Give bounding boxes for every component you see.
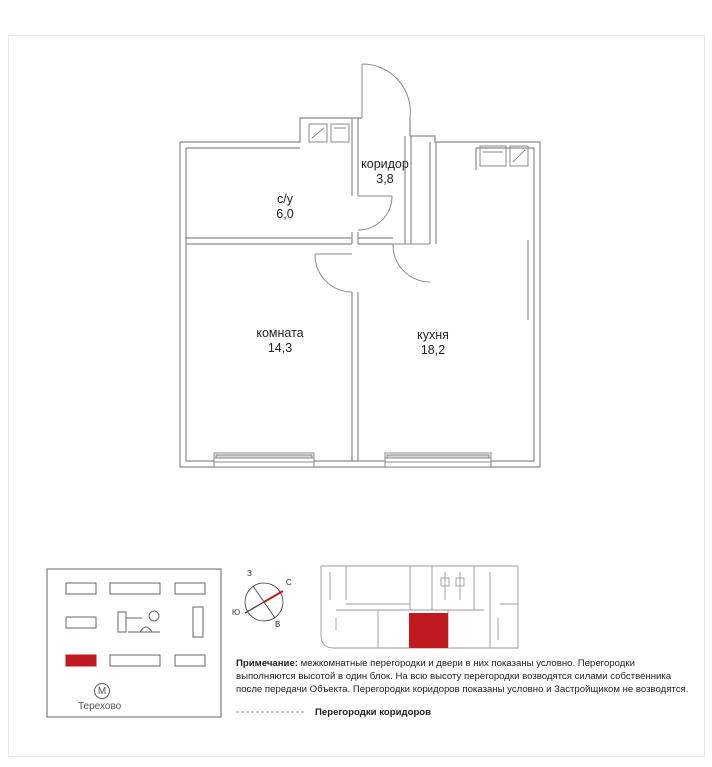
corridor-label bbox=[355, 157, 415, 187]
metro-icon: М bbox=[94, 683, 110, 699]
compass-east-label: С bbox=[286, 578, 292, 587]
room-name: комната bbox=[256, 326, 304, 340]
selected-building-marker bbox=[66, 655, 96, 666]
compass-icon bbox=[245, 583, 283, 621]
kitchen-area: 18,2 bbox=[420, 343, 446, 357]
bathroom-label bbox=[255, 192, 315, 222]
compass-south-label: В bbox=[275, 620, 281, 629]
compass-west-label: Ю bbox=[232, 608, 241, 617]
corridor-name: коридор bbox=[361, 157, 409, 171]
bathroom-name: с/у bbox=[277, 192, 293, 206]
kitchen-label bbox=[393, 328, 473, 358]
bathroom-area: 6,0 bbox=[276, 207, 294, 221]
ventilation-shafts bbox=[309, 124, 528, 166]
selected-apartment-marker bbox=[409, 613, 448, 648]
room-area: 14,3 bbox=[267, 341, 293, 355]
metro-station-name: Терехово bbox=[78, 701, 122, 712]
corridor-partitions-legend: Перегородки коридоров bbox=[315, 707, 432, 718]
note-text: межкомнатные перегородки и двери в них показаны условно. Перегородки выполняются высотой в один блок. На всю высоту перегородки возводятся силами собственника после передачи Объекта. Перегородки коридоров показаны условно и Застройщиком не возводятся. bbox=[236, 658, 689, 695]
plan-note bbox=[236, 657, 696, 696]
compass-north-label: З bbox=[247, 569, 252, 578]
kitchen-name: кухня bbox=[417, 328, 449, 342]
site-plan-thumbnail bbox=[47, 569, 221, 717]
note-title: Примечание: bbox=[236, 658, 298, 669]
room-label bbox=[240, 326, 320, 356]
corridor-area: 3,8 bbox=[376, 172, 394, 186]
